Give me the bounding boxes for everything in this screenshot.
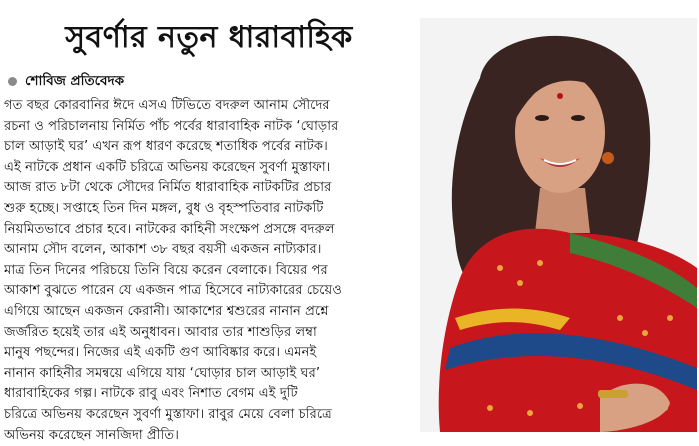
article-line: ধারাবাহিকের গল্প। নাটকে রাবু এবং নিশাত বেগম এই দুটি xyxy=(4,384,414,405)
article-line: আজ রাত ৮টা থেকে সৌদের নির্মিত ধারাবাহিক নাটকটির প্রচার xyxy=(4,178,414,199)
article-body xyxy=(4,96,414,446)
article-line: রচনা ও পরিচালনায় নির্মিত পাঁচ পর্বের ধারাবাহিক নাটক ‘ঘোড়ার xyxy=(4,117,414,138)
byline xyxy=(6,72,414,90)
article-line: চাল আড়াই ঘর’ এখন রূপ ধারণ করেছে শতাধিক পর্বের নাটক। xyxy=(4,137,414,158)
article-line: আকাশ বুঝতে পারেন যে একজন পাত্র হিসেবে নাট্যকারের চেয়েও xyxy=(4,281,414,302)
article-line: মানুষ পছন্দের। নিজের এই একটি গুণ আবিষ্কার করে। এমনই xyxy=(4,343,414,364)
article-line: আনাম সৌদ বলেন, আকাশ ৩৮ বছর বয়সী একজন নাট্যকার। xyxy=(4,240,414,261)
article-line: এগিয়ে আছেন একজন কেরানী। আকাশের শ্বশুরের নানান প্রশ্নে xyxy=(4,302,414,323)
headline: সুবর্ণার নতুন ধারাবাহিক xyxy=(0,18,418,58)
article-line: মাত্র তিন দিনের পরিচয়ে তিনি বিয়ে করেন বেলাকে। বিয়ের পর xyxy=(4,261,414,282)
article-line: গত বছর কোরবানির ঈদে এসএ টিভিতে বদরুল আনাম সৌদের xyxy=(4,96,414,117)
article-line: নানান কাহিনীর সমন্বয়ে এগিয়ে যায় ‘ঘোড়ার চাল আড়াই ঘর’ xyxy=(4,364,414,385)
bullet-icon xyxy=(8,77,17,86)
article-line: জর্জরিত হয়েই তার এই অনুধাবন। আবার তার শাশুড়ির লম্বা xyxy=(4,323,414,344)
portrait-photo xyxy=(420,18,697,432)
byline-text: শোবিজ প্রতিবেদক xyxy=(25,72,124,90)
article-line: নিয়মিতভাবে প্রচার হবে। নাটকের কাহিনী সংক্ষেপ প্রসঙ্গে বদরুল xyxy=(4,220,414,241)
article-line: অভিনয় করেছেন সানজিদা প্রীতি। xyxy=(4,426,414,446)
article-line: শুরু হচ্ছে। সপ্তাহে তিন দিন মঙ্গল, বুধ ও বৃহস্পতিবার নাটকটি xyxy=(4,199,414,220)
article-line: এই নাটকে প্রধান একটি চরিত্রে অভিনয় করেছেন সুবর্ণা মুস্তাফা। xyxy=(4,158,414,179)
article-line: চরিত্রে অভিনয় করেছেন সুবর্ণা মুস্তাফা। রাবুর মেয়ে বেলা চরিত্রে xyxy=(4,405,414,426)
